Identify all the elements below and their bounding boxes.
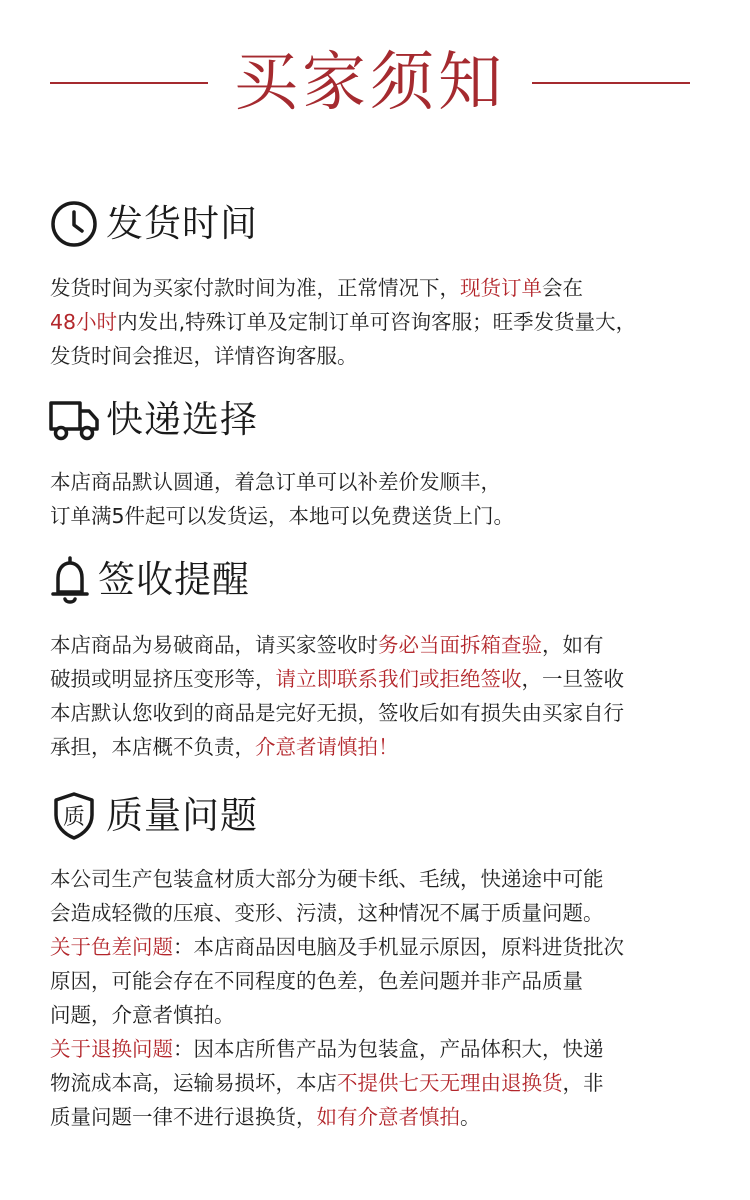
bell-icon: [48, 554, 92, 606]
clock-icon: [48, 198, 100, 250]
text-line: [50, 730, 700, 764]
body-text: 发货时间会推迟，详情咨询客服。: [50, 344, 358, 368]
section-courier-choice-header: [48, 392, 258, 448]
body-text: 会在: [542, 276, 583, 300]
highlight-text: 不提供七天无理由退换货: [337, 1071, 563, 1095]
body-text: 会造成轻微的压痕、变形、污渍，这种情况不属于质量问题。: [50, 901, 604, 925]
text-line: [50, 662, 700, 696]
body-text: ，如有: [542, 633, 604, 657]
highlight-text: 现货订单: [460, 276, 542, 300]
body-text: 破损或明显挤压变形等，: [50, 667, 276, 691]
text-line: [50, 896, 700, 930]
highlight-text: 48小时: [50, 310, 118, 334]
body-text: 订单满5件起可以发货运，本地可以免费送货上门。: [50, 504, 515, 528]
body-text: 内发出,特殊订单及定制订单可咨询客服；旺季发货量大，: [117, 310, 637, 334]
title-divider-right: [532, 82, 690, 84]
body-text: 问题，介意者慎拍。: [50, 1003, 235, 1027]
body-text: 本店商品为易破商品，请买家签收时: [50, 633, 378, 657]
highlight-text: 请立即联系我们或拒绝签收: [275, 667, 522, 691]
highlight-text: 关于色差问题: [50, 935, 173, 959]
section-heading: 快递选择: [106, 398, 258, 441]
text-line: [50, 339, 700, 373]
section-receipt-reminder-header: [48, 552, 250, 608]
text-line: [50, 964, 700, 998]
text-line: [50, 696, 700, 730]
section-quality-issues-header: [48, 788, 258, 844]
text-line: [50, 1066, 700, 1100]
body-text: 。: [460, 1105, 481, 1129]
section-shipping-time-text: [50, 271, 700, 373]
text-line: [50, 1100, 700, 1134]
section-heading: 质量问题: [106, 794, 258, 837]
highlight-text: 关于退换问题: [50, 1037, 173, 1061]
body-text: 物流成本高，运输易损坏，本店: [50, 1071, 337, 1095]
body-text: 承担，本店概不负责，: [50, 735, 255, 759]
body-text: 本店默认您收到的商品是完好无损，签收后如有损失由买家自行: [50, 701, 624, 725]
section-quality-issues-text: [50, 862, 700, 1134]
body-text: ：因本店所售产品为包装盒，产品体积大，快递: [173, 1037, 604, 1061]
highlight-text: 务必当面拆箱查验: [378, 633, 542, 657]
highlight-text: 介意者请慎拍！: [255, 735, 399, 759]
body-text: 发货时间为买家付款时间为准，正常情况下，: [50, 276, 460, 300]
text-line: [50, 271, 700, 305]
quality-icon-glyph: 质: [62, 805, 86, 830]
text-line: [50, 499, 700, 533]
text-line: [50, 465, 700, 499]
section-heading: 发货时间: [106, 202, 258, 245]
section-receipt-reminder-text: [50, 628, 700, 764]
section-heading: 签收提醒: [98, 558, 250, 601]
text-line: [50, 1032, 700, 1066]
body-text: ，非: [562, 1071, 604, 1095]
body-text: 原因，可能会存在不同程度的色差，色差问题并非产品质量: [50, 969, 583, 993]
body-text: 本公司生产包装盒材质大部分为硬卡纸、毛绒，快递途中可能: [50, 867, 604, 891]
quality-badge-icon: [48, 790, 100, 842]
text-line: [50, 930, 700, 964]
title-row: [0, 40, 750, 130]
text-line: [50, 862, 700, 896]
section-shipping-time-header: [48, 196, 258, 252]
page-title: 买家须知: [234, 46, 506, 120]
body-text: ，一旦签收: [521, 667, 624, 691]
text-line: [50, 628, 700, 662]
highlight-text: 如有介意者慎拍: [316, 1105, 460, 1129]
delivery-truck-icon: [48, 394, 100, 446]
body-text: 质量问题一律不进行退换货，: [50, 1105, 317, 1129]
body-text: ：本店商品因电脑及手机显示原因，原料进货批次: [173, 935, 624, 959]
text-line: [50, 998, 700, 1032]
text-line: [50, 305, 700, 339]
title-divider-left: [50, 82, 208, 84]
body-text: 本店商品默认圆通，着急订单可以补差价发顺丰，: [50, 470, 501, 494]
section-courier-choice-text: [50, 465, 700, 533]
